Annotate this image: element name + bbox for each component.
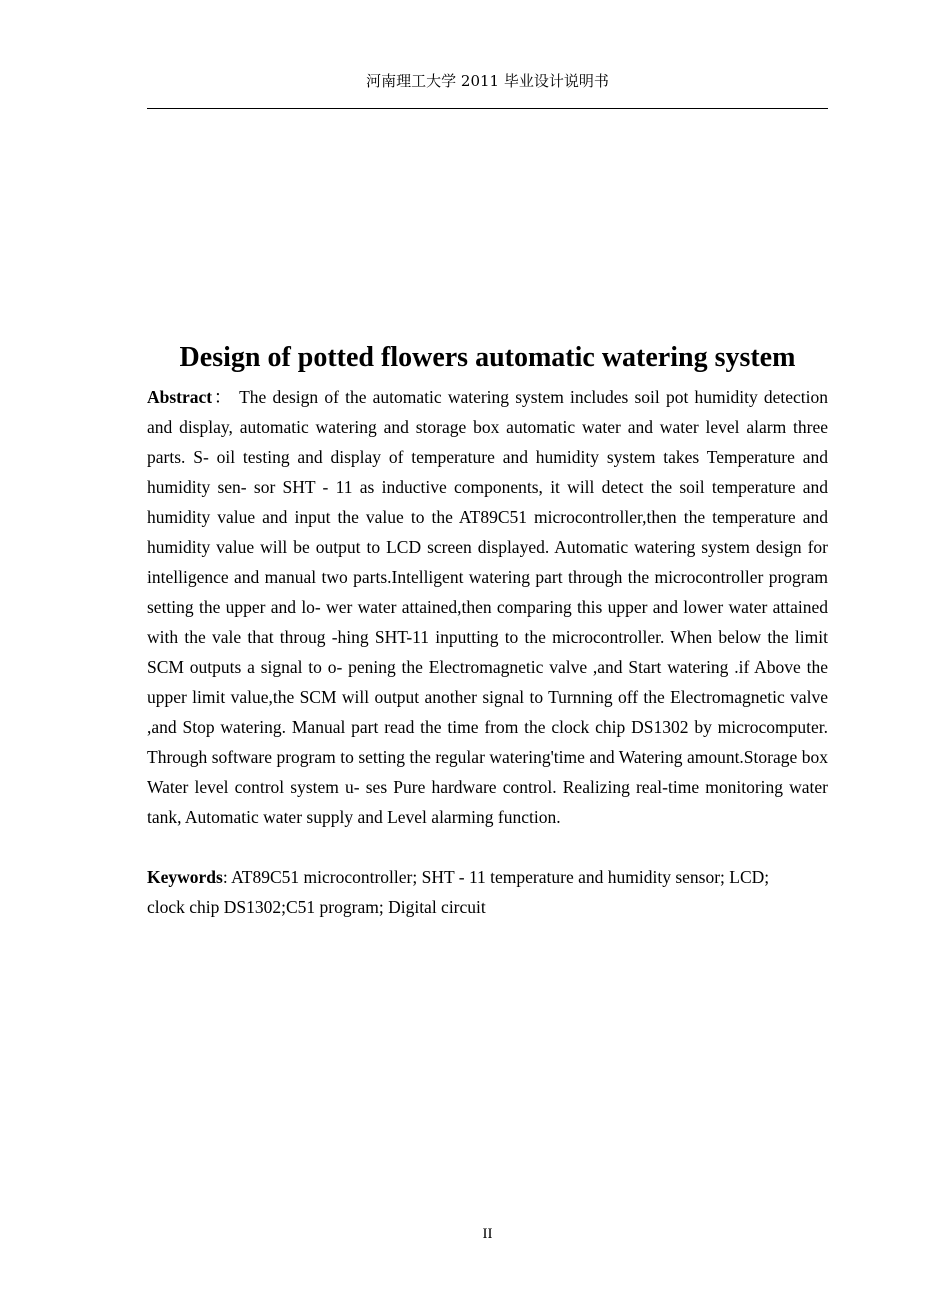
page-number: II [482,1226,493,1242]
paper-title: Design of potted flowers automatic watering system [179,342,796,373]
header-rule [147,108,828,109]
keywords-paragraph [147,862,828,922]
page-header: 河南理工大学 2011 毕业设计说明书 [366,72,609,90]
abstract-label: Abstract [147,387,213,407]
abstract-body: The design of the automatic watering system includes soil pot humidity detection and display, automatic watering and storage box automatic water and water level alarm three parts. S- oil testing and display of temperature and humidity system takes Temperature and humidity sen- sor SHT - 11 as inductive components, it will detect the soil temperature and humidity value and input the value to the AT89C51 microcontroller,then the temperature and humidity value will be output to LCD screen displayed. Automatic watering system design for intelligence and manual two parts.Intelligent watering part through the microcontroller program setting the upper and lo- wer water attained,then comparing this upper and lower water attained with the vale that throug -hing SHT-11 inputting to the microcontroller. When below the limit SCM outputs a signal to o- pening the Electromagnetic valve ,and Start watering .if Above the upper limit value,the SCM will output another signal to Turnning off the Electromagnetic valve ,and Stop watering. Manual part read the time from the clock chip DS1302 by microcomputer. Through software program to setting the regular watering'time and Watering amount.Storage box Water level control system u- ses Pure hardware control. Realizing real-time monitoring water tank, Automatic water supply and Level alarming function. [147,387,829,827]
keywords-line-1 [147,862,828,892]
abstract-paragraph [147,382,828,832]
keywords-list-1: : AT89C51 microcontroller; SHT - 11 temperature and humidity sensor; LCD; [222,867,770,887]
abstract-separator: ： [212,387,234,407]
keywords-label: Keywords [147,867,223,887]
keywords-list-2: clock chip DS1302;C51 program; Digital circuit [147,897,486,917]
